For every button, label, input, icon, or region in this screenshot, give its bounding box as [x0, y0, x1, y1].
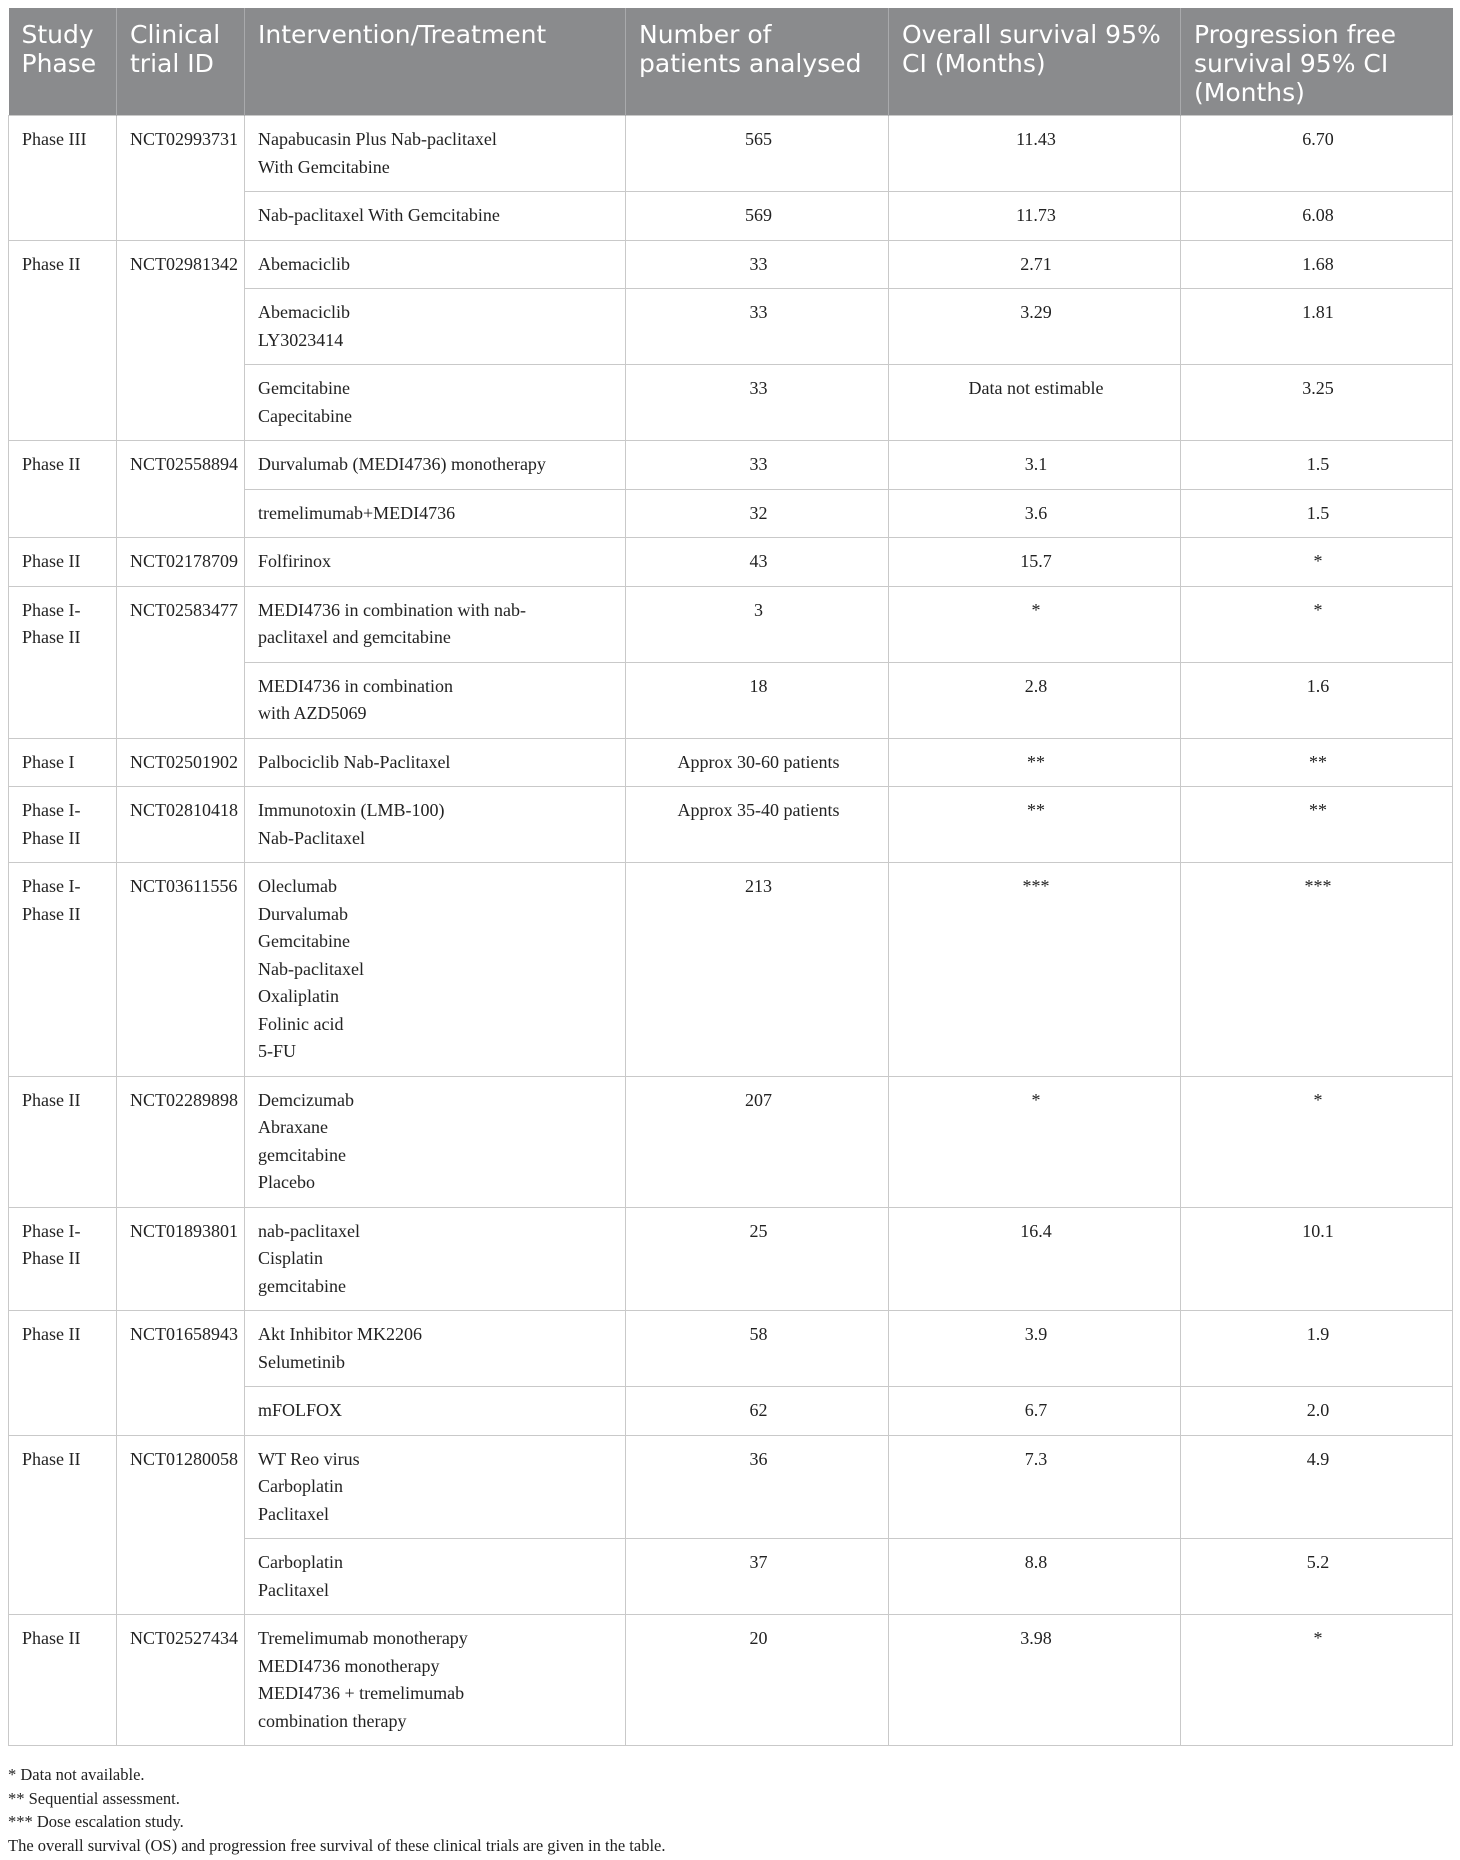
study-phase-cell — [9, 1435, 117, 1615]
pfs-cell: 6.08 — [1181, 192, 1453, 241]
overall-survival-cell: 2.71 — [889, 240, 1181, 289]
overall-survival-cell: * — [889, 1076, 1181, 1207]
cell-line: With Gemcitabine — [258, 156, 390, 177]
cell-line: Paclitaxel — [258, 1579, 329, 1600]
study-phase-cell — [9, 441, 117, 538]
treatment-cell — [245, 1207, 626, 1311]
cell-line: Gemcitabine — [258, 931, 350, 951]
header-overall-survival: Overall survival 95% CI (Months) — [889, 8, 1181, 116]
patients-cell: 565 — [626, 116, 889, 192]
overall-survival-cell: 7.3 — [889, 1435, 1181, 1539]
header-progression-free-survival: Progression free survival 95% CI (Months) — [1181, 8, 1453, 116]
cell-line: Phase II — [22, 1089, 81, 1110]
table-row — [9, 538, 1453, 587]
cell-line: with AZD5069 — [258, 703, 367, 723]
patients-cell: 36 — [626, 1435, 889, 1539]
patients-cell: Approx 35-40 patients — [626, 787, 889, 863]
treatment-cell — [245, 1615, 626, 1746]
cell-line: MEDI4736 monotherapy — [258, 1655, 440, 1676]
overall-survival-cell: 2.8 — [889, 662, 1181, 738]
patients-cell: 58 — [626, 1311, 889, 1387]
clinical-trials-table — [8, 8, 1453, 1746]
cell-line: Nab-Paclitaxel — [258, 827, 365, 848]
cell-line: Immunotoxin (LMB-100) — [258, 800, 445, 820]
cell-line: Phase II — [22, 551, 81, 571]
patients-cell: 33 — [626, 240, 889, 289]
table-row — [9, 116, 1453, 192]
cell-line: Akt Inhibitor MK2206 — [258, 1324, 422, 1344]
header-study-phase: Study Phase — [9, 8, 117, 116]
treatment-cell — [245, 787, 626, 863]
table-row — [9, 738, 1453, 787]
study-phase-cell — [9, 538, 117, 587]
footnotes — [8, 1763, 666, 1857]
table-row — [9, 863, 1453, 1077]
cell-line: paclitaxel and gemcitabine — [258, 627, 451, 647]
overall-survival-cell: 8.8 — [889, 1539, 1181, 1615]
treatment-cell — [245, 289, 626, 365]
table-row — [9, 1435, 1453, 1539]
cell-line: Phase II — [22, 903, 81, 924]
treatment-cell — [245, 1387, 626, 1436]
cell-line: Phase II — [22, 827, 81, 848]
cell-line: gemcitabine — [258, 1144, 346, 1165]
patients-cell: 207 — [626, 1076, 889, 1207]
cell-line: Phase I- — [22, 800, 81, 820]
overall-survival-cell: 3.29 — [889, 289, 1181, 365]
cell-line: Oxaliplatin — [258, 986, 339, 1006]
pfs-cell: 1.6 — [1181, 662, 1453, 738]
treatment-cell — [245, 662, 626, 738]
cell-line: MEDI4736 + tremelimumab — [258, 1683, 465, 1703]
overall-survival-cell: 3.9 — [889, 1311, 1181, 1387]
table-row — [9, 441, 1453, 490]
overall-survival-cell: *** — [889, 863, 1181, 1077]
treatment-cell — [245, 192, 626, 241]
pfs-cell: ** — [1181, 787, 1453, 863]
pfs-cell: ** — [1181, 738, 1453, 787]
cell-line: Tremelimumab monotherapy — [258, 1628, 468, 1648]
pfs-cell: * — [1181, 538, 1453, 587]
cell-line: Phase II — [22, 1448, 81, 1469]
patients-cell: 569 — [626, 192, 889, 241]
overall-survival-cell: * — [889, 586, 1181, 662]
cell-line: nab-paclitaxel — [258, 1220, 360, 1241]
table-body — [9, 116, 1453, 1746]
cell-line: 5-FU — [258, 1041, 297, 1061]
patients-cell: 62 — [626, 1387, 889, 1436]
table-row — [9, 1076, 1453, 1207]
cell-line: Folinic acid — [258, 1013, 344, 1034]
study-phase-cell — [9, 738, 117, 787]
pfs-cell: * — [1181, 1076, 1453, 1207]
cell-line: Placebo — [258, 1172, 315, 1192]
trial-id-cell: NCT02527434 — [117, 1615, 245, 1746]
patients-cell: Approx 30-60 patients — [626, 738, 889, 787]
trial-id-cell: NCT02993731 — [117, 116, 245, 241]
overall-survival-cell: 15.7 — [889, 538, 1181, 587]
treatment-cell — [245, 1311, 626, 1387]
study-phase-cell — [9, 1076, 117, 1207]
table-row — [9, 586, 1453, 662]
trial-id-cell: NCT02178709 — [117, 538, 245, 587]
pfs-cell: *** — [1181, 863, 1453, 1077]
pfs-cell: * — [1181, 586, 1453, 662]
patients-cell: 3 — [626, 586, 889, 662]
cell-line: Gemcitabine — [258, 378, 350, 398]
cell-line: Paclitaxel — [258, 1503, 329, 1524]
treatment-cell — [245, 240, 626, 289]
pfs-cell: 1.68 — [1181, 240, 1453, 289]
cell-line: Phase II — [22, 1248, 81, 1268]
cell-line: Carboplatin — [258, 1476, 343, 1496]
overall-survival-cell: 11.43 — [889, 116, 1181, 192]
cell-line: Durvalumab — [258, 903, 348, 924]
treatment-cell — [245, 441, 626, 490]
study-phase-cell — [9, 586, 117, 738]
patients-cell: 18 — [626, 662, 889, 738]
cell-line: Oleclumab — [258, 876, 337, 896]
overall-survival-cell: Data not estimable — [889, 365, 1181, 441]
study-phase-cell — [9, 863, 117, 1077]
cell-line: gemcitabine — [258, 1275, 346, 1296]
overall-survival-cell: ** — [889, 738, 1181, 787]
table-row — [9, 787, 1453, 863]
cell-line: Phase I — [22, 751, 75, 772]
cell-line: Napabucasin Plus Nab-paclitaxel — [258, 129, 497, 149]
cell-line: mFOLFOX — [258, 1400, 343, 1420]
cell-line: Cisplatin — [258, 1248, 324, 1268]
pfs-cell: 2.0 — [1181, 1387, 1453, 1436]
overall-survival-cell: 3.6 — [889, 489, 1181, 538]
cell-line: Abemaciclib — [258, 253, 350, 274]
cell-line: Durvalumab (MEDI4736) monotherapy — [258, 454, 546, 474]
pfs-cell: * — [1181, 1615, 1453, 1746]
patients-cell: 213 — [626, 863, 889, 1077]
overall-survival-cell: ** — [889, 787, 1181, 863]
header-intervention: Intervention/Treatment — [245, 8, 626, 116]
pfs-cell: 6.70 — [1181, 116, 1453, 192]
study-phase-cell — [9, 1311, 117, 1436]
treatment-cell — [245, 1435, 626, 1539]
study-phase-cell — [9, 1207, 117, 1311]
cell-line: Phase III — [22, 129, 87, 149]
cell-line: Phase II — [22, 253, 81, 274]
cell-line: Phase II — [22, 627, 81, 647]
cell-line: Phase I- — [22, 876, 81, 896]
patients-cell: 37 — [626, 1539, 889, 1615]
cell-line: Folfirinox — [258, 551, 332, 571]
pfs-cell: 1.5 — [1181, 441, 1453, 490]
cell-line: Capecitabine — [258, 405, 352, 426]
overall-survival-cell: 11.73 — [889, 192, 1181, 241]
patients-cell: 20 — [626, 1615, 889, 1746]
footnote: ** Sequential assessment. — [8, 1788, 180, 1808]
pfs-cell: 4.9 — [1181, 1435, 1453, 1539]
cell-line: LY3023414 — [258, 329, 344, 350]
table-header-row — [9, 8, 1453, 116]
patients-cell: 32 — [626, 489, 889, 538]
cell-line: Phase II — [22, 1628, 81, 1648]
cell-line: tremelimumab+MEDI4736 — [258, 502, 456, 523]
cell-line: Phase I- — [22, 599, 81, 620]
cell-line: Demcizumab — [258, 1089, 354, 1110]
patients-cell: 33 — [626, 365, 889, 441]
trial-id-cell: NCT03611556 — [117, 863, 245, 1077]
treatment-cell — [245, 538, 626, 587]
footnote: * Data not available. — [8, 1765, 145, 1784]
patients-cell: 33 — [626, 289, 889, 365]
overall-survival-cell: 6.7 — [889, 1387, 1181, 1436]
pfs-cell: 1.9 — [1181, 1311, 1453, 1387]
pfs-cell: 1.81 — [1181, 289, 1453, 365]
cell-line: Phase II — [22, 1324, 81, 1344]
header-patients-analysed: Number of patients analysed — [626, 8, 889, 116]
cell-line: Nab-paclitaxel — [258, 958, 364, 979]
cell-line: Phase II — [22, 454, 81, 474]
trial-id-cell: NCT02501902 — [117, 738, 245, 787]
study-phase-cell — [9, 1615, 117, 1746]
treatment-cell — [245, 863, 626, 1077]
footnote: The overall survival (OS) and progression free survival of these clinical trials are given in the table. — [8, 1835, 666, 1855]
cell-line: WT Reo virus — [258, 1448, 360, 1469]
cell-line: Nab-paclitaxel With Gemcitabine — [258, 205, 500, 225]
trial-id-cell: NCT02810418 — [117, 787, 245, 863]
trial-id-cell: NCT02289898 — [117, 1076, 245, 1207]
pfs-cell: 10.1 — [1181, 1207, 1453, 1311]
cell-line: MEDI4736 in combination — [258, 675, 453, 696]
cell-line: MEDI4736 in combination with nab- — [258, 599, 526, 620]
cell-line: combination therapy — [258, 1710, 407, 1731]
cell-line: Selumetinib — [258, 1351, 345, 1372]
patients-cell: 43 — [626, 538, 889, 587]
trial-id-cell: NCT02981342 — [117, 240, 245, 441]
header-clinical-trial-id: Clinical trial ID — [117, 8, 245, 116]
treatment-cell — [245, 1539, 626, 1615]
pfs-cell: 3.25 — [1181, 365, 1453, 441]
treatment-cell — [245, 1076, 626, 1207]
trial-id-cell: NCT02558894 — [117, 441, 245, 538]
cell-line: Carboplatin — [258, 1552, 343, 1572]
treatment-cell — [245, 586, 626, 662]
treatment-cell — [245, 365, 626, 441]
trial-id-cell: NCT01658943 — [117, 1311, 245, 1436]
treatment-cell — [245, 489, 626, 538]
table-row — [9, 1311, 1453, 1387]
cell-line: Abemaciclib — [258, 302, 350, 322]
pfs-cell: 1.5 — [1181, 489, 1453, 538]
treatment-cell — [245, 116, 626, 192]
study-phase-cell — [9, 240, 117, 441]
footnote: *** Dose escalation study. — [8, 1812, 184, 1831]
trial-id-cell: NCT01280058 — [117, 1435, 245, 1615]
overall-survival-cell: 16.4 — [889, 1207, 1181, 1311]
treatment-cell — [245, 738, 626, 787]
table-row — [9, 1615, 1453, 1746]
overall-survival-cell: 3.98 — [889, 1615, 1181, 1746]
pfs-cell: 5.2 — [1181, 1539, 1453, 1615]
cell-line: Abraxane — [258, 1117, 328, 1137]
clinical-trials-table-container — [8, 8, 1452, 1746]
table-row — [9, 240, 1453, 289]
trial-id-cell: NCT02583477 — [117, 586, 245, 738]
patients-cell: 33 — [626, 441, 889, 490]
overall-survival-cell: 3.1 — [889, 441, 1181, 490]
cell-line: Palbociclib Nab-Paclitaxel — [258, 751, 451, 772]
trial-id-cell: NCT01893801 — [117, 1207, 245, 1311]
study-phase-cell — [9, 116, 117, 241]
patients-cell: 25 — [626, 1207, 889, 1311]
cell-line: Phase I- — [22, 1220, 81, 1241]
study-phase-cell — [9, 787, 117, 863]
table-row — [9, 1207, 1453, 1311]
